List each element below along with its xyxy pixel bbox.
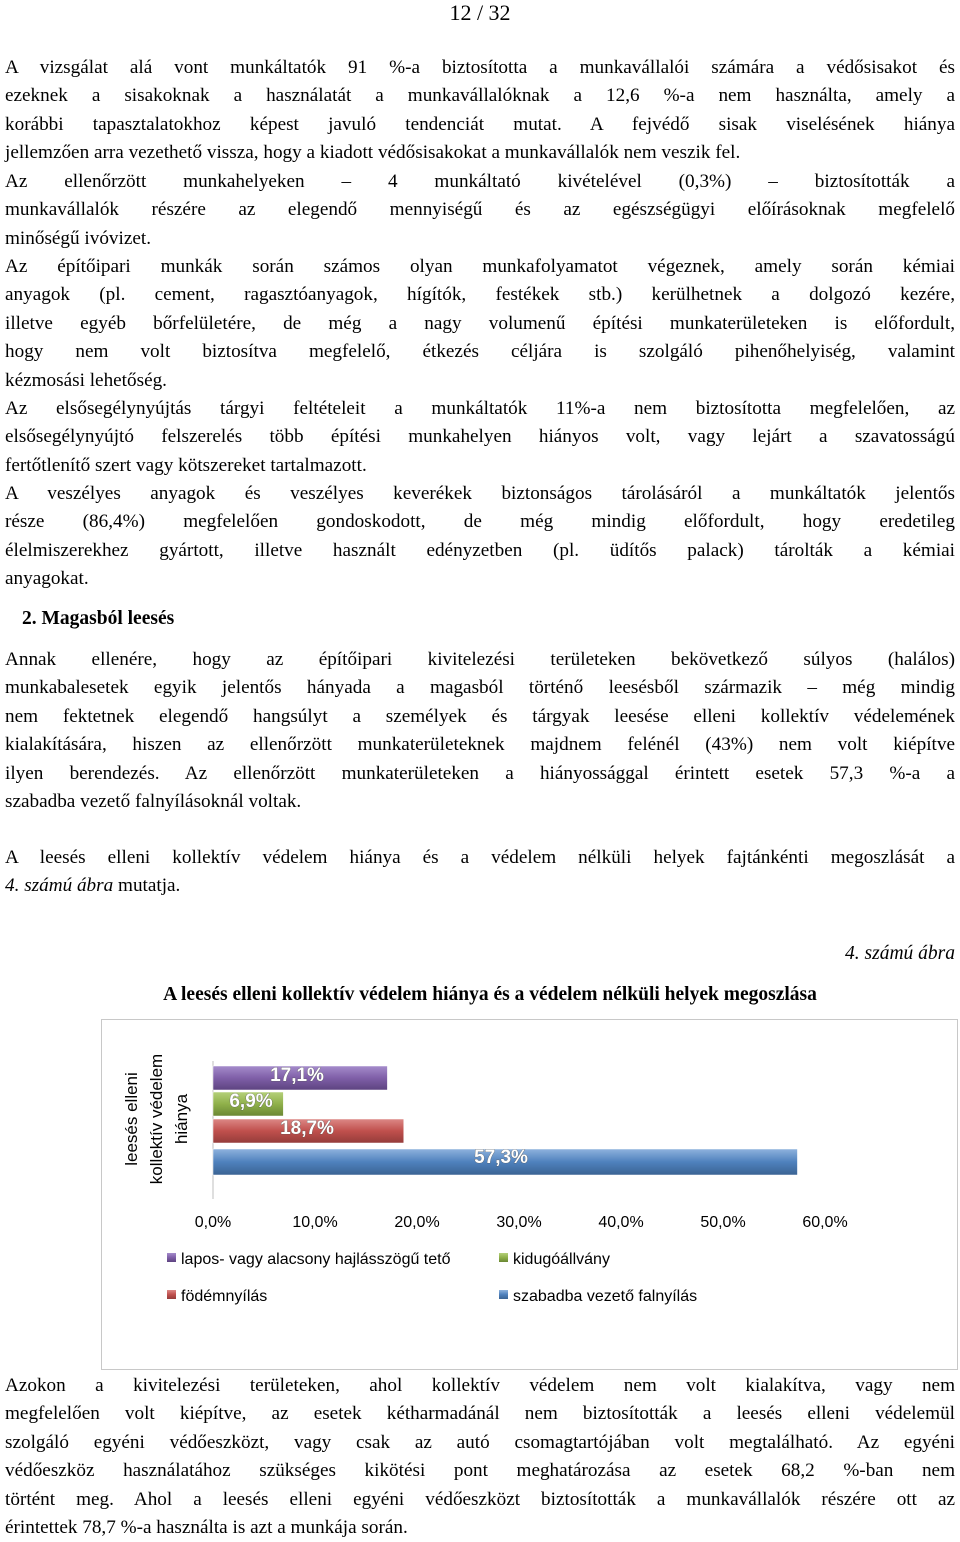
x-tick-label: 40,0% [598, 1214, 644, 1231]
figure-title: A leesés elleni kollektív védelem hiánya és a védelem nélküli helyek megoszlása [163, 984, 817, 1005]
text-line: munkavállalók részére az elegendő mennyiségű és az egészségügyi előírásoknak megfelelő [5, 199, 955, 221]
legend-label: födémnyílás [181, 1288, 268, 1305]
text-line: illetve egyéb bőrfelületére, de még a nagy volumenű építési munkaterületeken is előfordult, [5, 312, 955, 334]
x-tick-label: 20,0% [394, 1214, 440, 1231]
figure-label: 4. számú ábra [845, 943, 955, 964]
paragraph-chemicals [5, 253, 955, 395]
text-line: hogy nem volt biztosítva megfelelő, étkezés céljára is szolgáló pihenőhelyiség, valamint [5, 341, 955, 363]
text-line: védőeszköz használatához szükséges kikötési pont meghatározása az esetek 68,2 %-ban nem [5, 1460, 955, 1482]
text-line [5, 872, 955, 900]
bar-data-label: 17,1% [270, 1065, 324, 1086]
legend-label: szabadba vezető falnyílás [513, 1288, 698, 1305]
text-line: korábbi tapasztalatokhoz képest javuló tendenciát mutat. A fejvédő sisak viselésének hiánya [5, 113, 955, 135]
figure-reference: 4. számú ábra [5, 875, 114, 897]
x-tick-label: 50,0% [700, 1214, 746, 1231]
paragraph-falls [5, 646, 955, 816]
text-line: megfelelően volt kiépítve, az esetek kétharmadánál nem biztosították a leesés elleni védelemül [5, 1403, 955, 1425]
text-line: Azokon a kivitelezési területeken, ahol kollektív védelem nem volt kialakítva, vagy nem [5, 1375, 955, 1396]
text-line: Annak ellenére, hogy az építőipari kivitelezési területeken bekövetkező súlyos (halálos) [5, 649, 955, 670]
text-line: szolgáló egyéni védőeszközt, vagy csak az autó csomagtartójában volt megtalálható. Az egyéni [5, 1431, 955, 1453]
paragraph-hazardous-materials [5, 480, 955, 594]
text-fragment: mutatja. [113, 875, 181, 897]
text-line: jellemzően arra vezethető vissza, hogy a kiadott védősisakokat a munkavállalók nem veszik fel. [5, 142, 741, 164]
x-tick-label: 0,0% [194, 1214, 232, 1231]
paragraph-personal-protection [5, 1372, 955, 1542]
text-line: Az ellenőrzött munkahelyeken – 4 munkáltató kivételével (0,3%) – biztosították a [5, 171, 955, 192]
text-line: A vizsgálat alá vont munkáltatók 91 %-a biztosította a munkavállalói számára a védősisakot és [5, 57, 955, 78]
y-axis-label-line: leesés elleni [122, 1072, 141, 1166]
page-number: 12 / 32 [449, 0, 511, 25]
y-axis-label-line: hiánya [172, 1093, 191, 1145]
text-line: anyagok (pl. cement, ragasztóanyagok, hígítók, festékek stb.) kerülhetnek a dolgozó kezére, [5, 284, 955, 306]
bar-data-label: 57,3% [474, 1147, 528, 1168]
text-line: A veszélyes anyagok és veszélyes keverékek biztonságos tárolásáról a munkáltatók jelentős [5, 483, 955, 504]
bar-data-label: 6,9% [229, 1091, 273, 1112]
y-axis-label-line: kollektív védelem [147, 1053, 166, 1185]
bar-chart [101, 1019, 958, 1370]
x-tick-label: 60,0% [802, 1214, 848, 1231]
text-line: anyagokat. [5, 568, 89, 590]
paragraph-drinking-water [5, 168, 955, 253]
text-line: fertőtlenítő szert vagy kötszereket tartalmazott. [5, 454, 367, 476]
text-line: része (86,4%) megfelelően gondoskodott, de még mindig előfordult, hogy eredetileg [5, 511, 955, 533]
text-line: érintettek 78,7 %-a használta is azt a munkája során. [5, 1516, 408, 1538]
legend-swatch [499, 1253, 508, 1262]
text-line: ezeknek a sisakoknak a használatát a munkavállalóknak a 12,6 %-a nem használta, amely a [5, 85, 955, 107]
section-heading: 2. Magasból leesés [22, 608, 175, 629]
legend-label: kidugóállvány [513, 1251, 610, 1268]
text-line: A leesés elleni kollektív védelem hiánya és a védelem nélküli helyek fajtánkénti megoszlását a [5, 847, 955, 868]
text-line: munkabalesetek egyik jelentős hányada a magasból történő leesésből származik – még mindig [5, 677, 955, 699]
bar-data-label: 18,7% [280, 1118, 334, 1139]
paragraph-first-aid [5, 395, 955, 480]
text-line: Az elsősegélynyújtás tárgyi feltételeit a munkáltatók 11%-a nem biztosította megfelelően, az [5, 398, 955, 419]
text-line: szabadba vezető falnyílásoknál voltak. [5, 790, 302, 812]
y-axis-label [122, 1054, 191, 1184]
x-tick-label: 10,0% [292, 1214, 338, 1231]
text-line: kézmosási lehetőség. [5, 369, 167, 391]
text-line: Az építőipari munkák során számos olyan munkafolyamatot végeznek, amely során kémiai [5, 256, 955, 277]
paragraph-figure-reference [5, 844, 955, 901]
legend-swatch [499, 1290, 508, 1299]
text-line: minőségű ivóvizet. [5, 227, 152, 249]
text-line: élelmiszerekhez gyártott, illetve használt edényzetben (pl. üdítős palack) tárolták a kémiai [5, 539, 955, 561]
legend-swatch [167, 1290, 176, 1299]
x-tick-label: 30,0% [496, 1214, 542, 1231]
text-line: ilyen berendezés. Az ellenőrzött munkaterületeken a hiányossággal érintett esetek 57,3 %-a a [5, 762, 955, 784]
text-line: történt meg. Ahol a leesés elleni egyéni védőeszközt biztosították a munkavállalók részére ott az [5, 1488, 955, 1510]
text-line: kialakítására, hiszen az ellenőrzött munkaterületeknek majdnem felénél (43%) nem volt kiépítve [5, 734, 955, 756]
text-line: nem fektetnek elegendő hangsúlyt a személyek és tárgyak leesése elleni kollektív védelemének [5, 705, 955, 727]
legend-swatch [167, 1253, 176, 1262]
legend-label: lapos- vagy alacsony hajlásszögű tető [181, 1251, 451, 1268]
paragraph-helmets [5, 54, 955, 168]
text-line: elsősegélynyújtó felszerelés több építési munkahelyen hiányos volt, vagy lejárt a szavatosságú [5, 426, 955, 448]
